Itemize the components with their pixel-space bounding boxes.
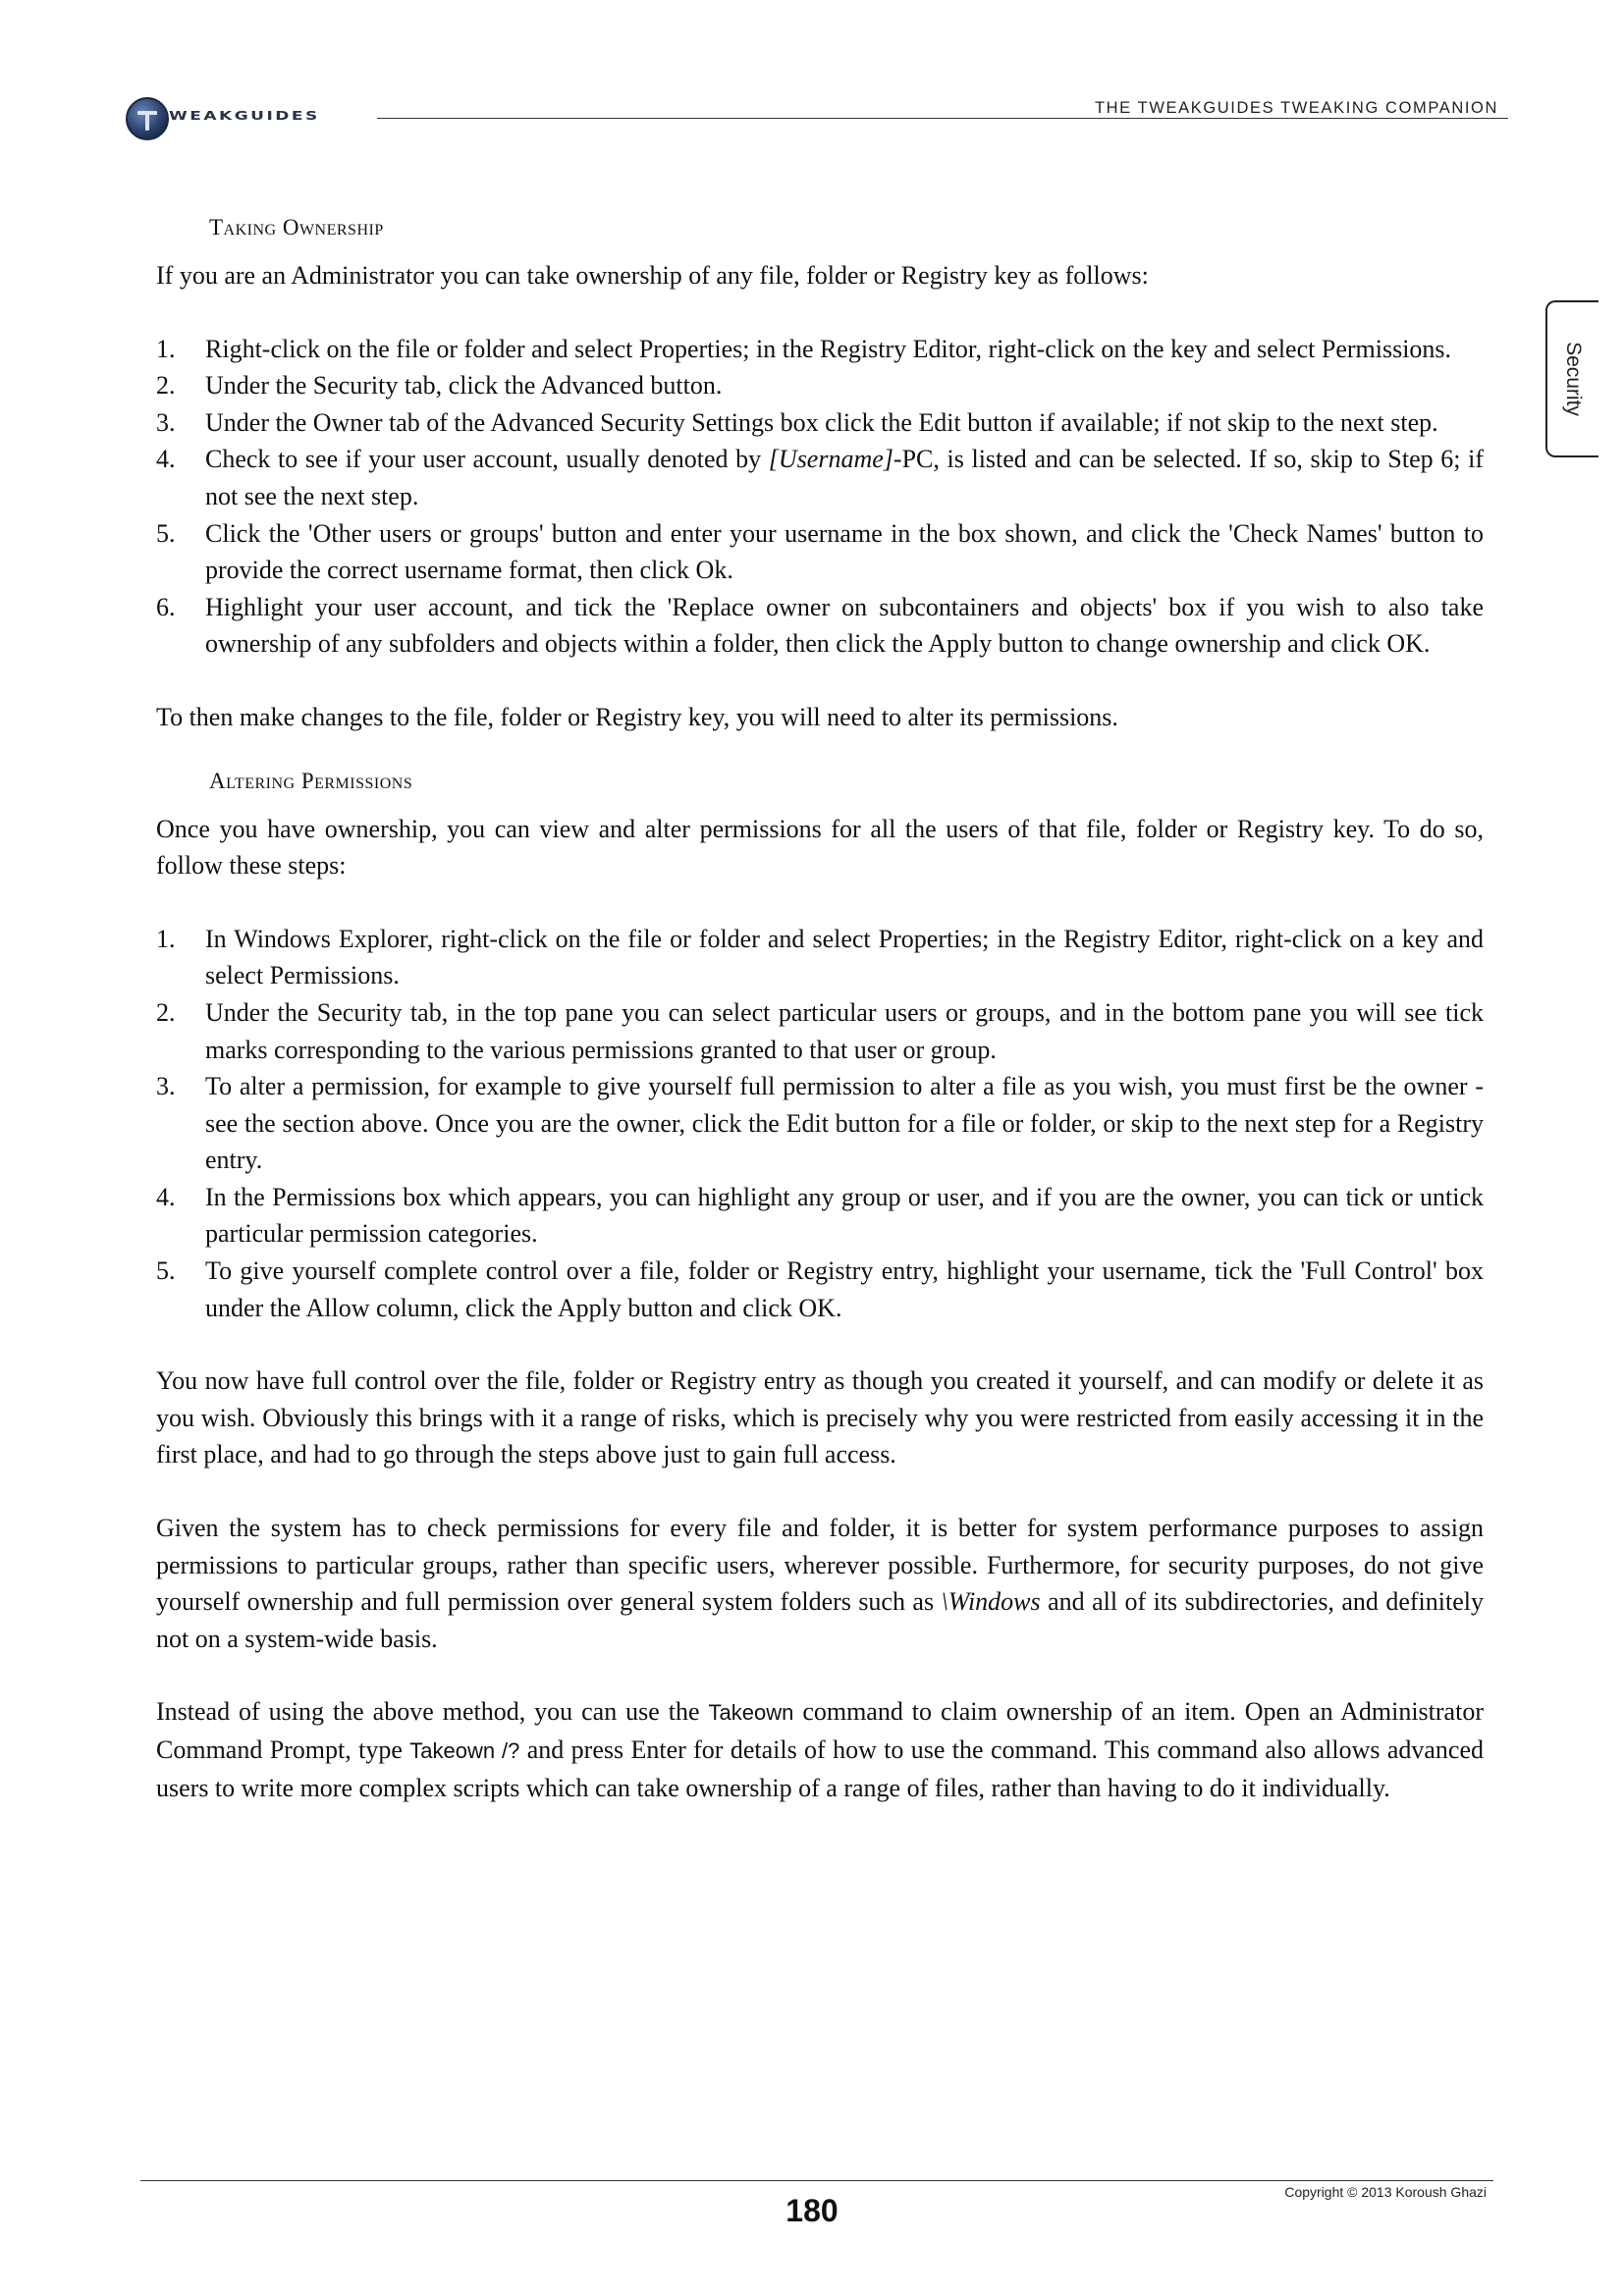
list-item: 4. In the Permissions box which appears, you can highlight any group or user, and if you are the owner, you can tick or untick particular permission categories. [156, 1182, 1484, 1249]
header-title: THE TWEAKGUIDES TWEAKING COMPANION [1094, 99, 1498, 117]
full-control-paragraph: You now have full control over the file, folder or Registry entry as though you created it yourself, and can modify or delete it as you wish. Obviously this brings with it a range of risks, which is precisely why you were restricted from easily accessing it in the first place, and had to go through the steps above just to gain full access. [156, 1366, 1484, 1469]
logo-text: WEAKGUIDES [169, 109, 320, 124]
list-item: 1. Right-click on the file or folder and select Properties; in the Registry Editor, right-click on the key and select Permissions. [156, 334, 1452, 363]
permissions-steps-list [156, 921, 1484, 1327]
list-item: 2. Under the Security tab, in the top pane you can select particular users or groups, and in the bottom pane you will see tick marks corresponding to the various permissions granted to that user or group. [156, 997, 1484, 1064]
list-item: 5. To give yourself complete control over a file, folder or Registry entry, highlight your username, tick the 'Full Control' box under the Allow column, click the Apply button and click OK. [156, 1256, 1484, 1322]
groups-paragraph: Given the system has to check permissions for every file and folder, it is better for system performance purposes to assign permissions to particular groups, rather than specific users, wherever possible. Furthermore, for security purposes, do not give yourself ownership and full permission over general system folders such as \Windows and all of its subdirectories, and definitely not on a system-wide basis. [156, 1514, 1484, 1653]
footer-rule [140, 2180, 1493, 2181]
list-item: 3. To alter a permission, for example to give yourself full permission to alter a file as you wish, you must first be the owner - see the section above. Once you are the owner, click the Edit button for a file or folder, or skip to the next step for a Registry entry. [156, 1072, 1484, 1175]
list-item: 4. Check to see if your user account, usually denoted by [Username]-PC, is listed and can be selected. If so, skip to Step 6; if not see the next step. [156, 445, 1484, 510]
takeown-help-command: Takeown /? [409, 1738, 520, 1763]
list-item: 2. Under the Security tab, click the Advanced button. [156, 371, 723, 400]
list-item: 3. Under the Owner tab of the Advanced Security Settings box click the Edit button if available; if not skip to the next step. [156, 407, 1438, 437]
header-rule [377, 118, 1508, 119]
copyright-notice: Copyright © 2013 Koroush Ghazi [1284, 2184, 1487, 2200]
list-item: 1. In Windows Explorer, right-click on the file or folder and select Properties; in the Registry Editor, right-click on a key and select Permissions. [156, 924, 1484, 990]
page-number: 180 [785, 2193, 839, 2228]
intro-paragraph: If you are an Administrator you can take ownership of any file, folder or Registry key as follows: [156, 261, 1149, 290]
list-item: 6. Highlight your user account, and tick the 'Replace owner on subcontainers and objects' box if you wish to also take ownership of any subfolders and objects within a folder, then click the Apply button to change ownership and click OK. [156, 592, 1484, 659]
takeown-command: Takeown [708, 1700, 794, 1726]
page-header [0, 0, 1624, 157]
section-heading-altering-permissions: Altering Permissions [209, 768, 413, 793]
page-content [156, 206, 1484, 1806]
tweakguides-logo [126, 97, 361, 142]
logo-globe-icon [126, 97, 169, 140]
permissions-intro-paragraph: Once you have ownership, you can view and alter permissions for all the users of that file, folder or Registry key. To do so, follow these steps: [156, 814, 1484, 881]
takeown-paragraph: Instead of using the above method, you can use the Takeown command to claim ownership of an item. Open an Administrator Command Prompt, type Takeown /? and press Enter for details of how to use the command. This command also allows advanced users to write more complex scripts which can take ownership of a range of files, rather than having to do it individually. [156, 1697, 1484, 1802]
list-item: 5. Click the 'Other users or groups' button and enter your username in the box shown, and click the 'Check Names' button to provide the correct username format, then click Ok. [156, 518, 1484, 585]
side-tab-label: Security [1562, 342, 1585, 416]
section-side-tab [1545, 300, 1598, 457]
ownership-outro-paragraph: To then make changes to the file, folder or Registry key, you will need to alter its permissions. [156, 702, 1118, 731]
ownership-steps-list [156, 331, 1484, 663]
section-heading-taking-ownership: Taking Ownership [209, 215, 384, 240]
